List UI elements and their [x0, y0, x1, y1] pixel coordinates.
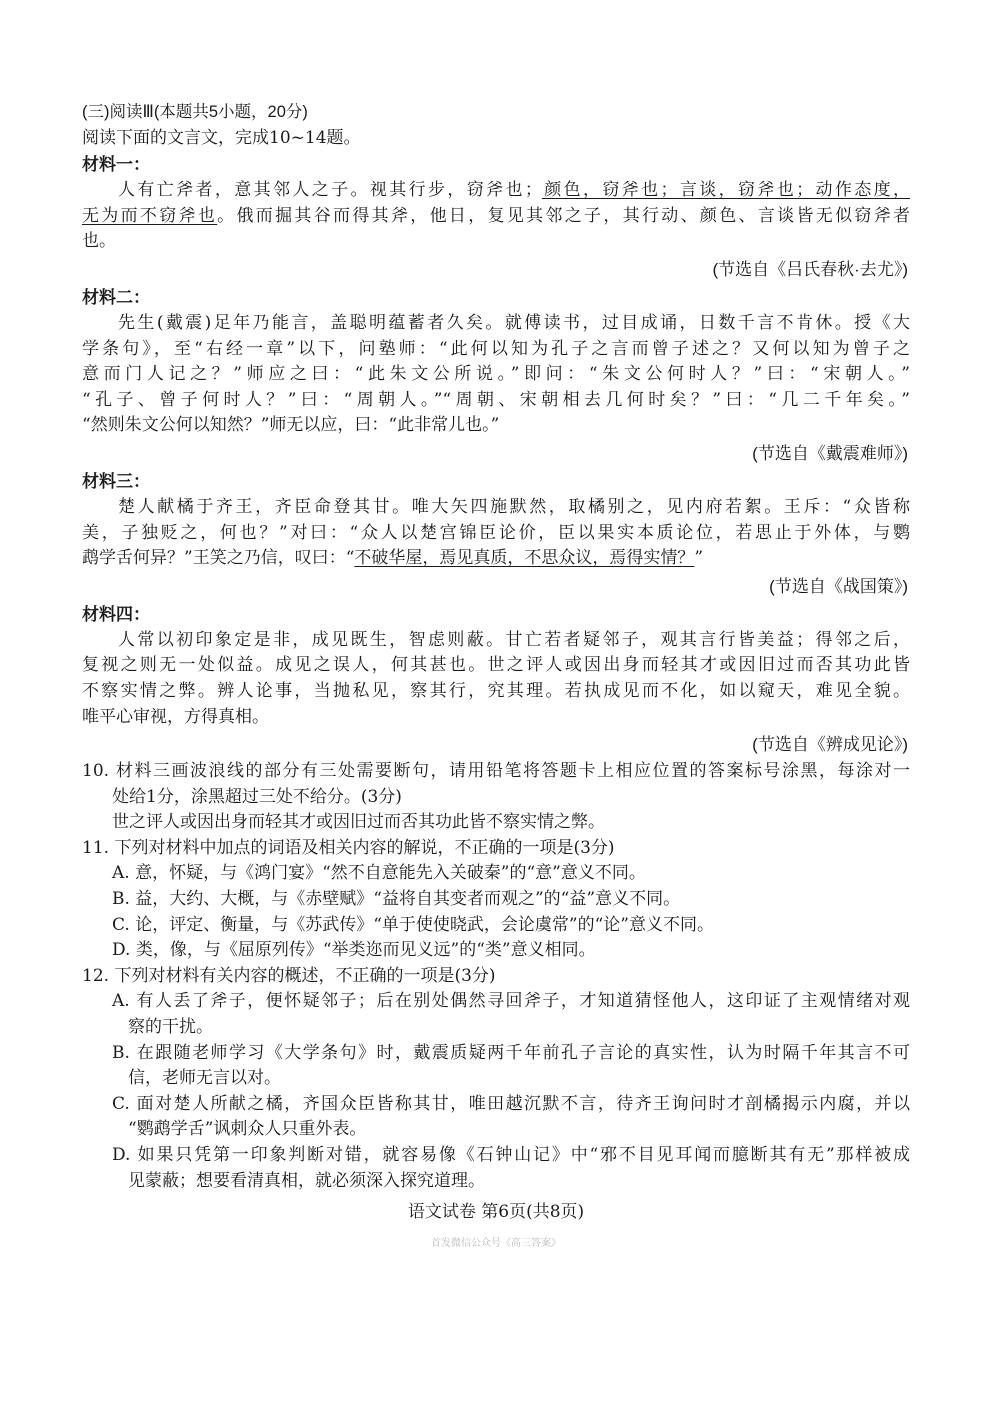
- question-stem: 10. 材料三画波浪线的部分有三处需要断句，请用铅笔将答题卡上相应位置的答案标号涂黑，每涂对一: [82, 761, 910, 782]
- question-stem: 处给1分，涂黑超过三处不给分。(3分): [112, 786, 402, 807]
- text-segment: 不察实情之弊。辨人论事，当抛私见，察其行，究其理。若执成见而不化，如以窥天，难见全貌。: [82, 680, 910, 701]
- option-text: 见蒙蔽；想要看清真相，就必须深入探究道理。: [128, 1170, 485, 1191]
- option-text: C. 面对楚人所献之橘，齐国众臣皆称其甘，唯田越沉默不言，待齐王询问时才剖橘揭示内腐，并以: [112, 1093, 910, 1114]
- material-label: 材料四：: [82, 604, 150, 624]
- text-segment: 先生(戴震)足年乃能言，盖聪明蕴蓄者久矣。就傅读书，过目成诵，日数千言不肯休。授《大: [118, 312, 910, 333]
- option-B[interactable]: [82, 887, 910, 913]
- material-label: 材料三：: [82, 471, 150, 491]
- option-C[interactable]: [82, 913, 910, 939]
- paragraph-line: [82, 178, 910, 204]
- text-segment: 意而门人记之？”师应之曰：“此朱文公所说。”即问：“朱文公何时人？”曰：“宋朝人。”: [82, 364, 910, 385]
- materials: [82, 151, 910, 759]
- text-segment: “然则朱文公何以知然？”师无以应，曰：“此非常儿也。”: [82, 415, 500, 436]
- material-label: 材料一：: [82, 155, 150, 175]
- text-segment: ”: [694, 548, 704, 569]
- exam-page: [82, 100, 910, 1252]
- watermark: 首发微信公众号《高三答案》: [431, 1238, 561, 1250]
- material-1: [82, 151, 910, 284]
- underlined-text: 无为而不窃斧也: [82, 205, 218, 226]
- underlined-text: 颜色，窃斧也；言谈，窃斧也；动作态度，: [541, 180, 910, 201]
- option-text: 信，老师无言以对。: [128, 1068, 281, 1089]
- paragraph-line: [82, 705, 910, 731]
- question-12: [82, 964, 910, 1194]
- text-segment: 人常以初印象定是非，成见既生，智虑则蔽。甘亡若者疑邻子，观其言行皆美益；得邻之后，: [118, 629, 910, 650]
- paragraph-line: [82, 628, 910, 654]
- text-segment: 唯平心审视，方得真相。: [82, 706, 269, 727]
- option-D[interactable]: [82, 938, 910, 964]
- text-segment: 。俄而掘其谷而得其斧，他日，复见其邻之子，其行动、颜色、言谈皆无似窃斧者: [217, 205, 911, 226]
- option-B[interactable]: [82, 1041, 910, 1092]
- option-text: “鹦鹉学舌”讽刺众人只重外表。: [128, 1119, 367, 1140]
- paragraph-line: [82, 337, 910, 363]
- text-segment: 人有亡斧者，意其邻人之子。视其行步，窃斧也；: [118, 180, 542, 201]
- option-C[interactable]: [82, 1092, 910, 1143]
- text-segment: 美，子独贬之，何也？”对曰：“众人以楚宫锦臣论价，臣以果实本质论位，若思止于外体，与鹦: [82, 522, 910, 543]
- question-sentence: 世之评人或因出身而轻其才或因旧过而否其功此皆不察实情之弊。: [112, 812, 605, 833]
- source-citation: (节选自《吕氏春秋·去尤》): [712, 259, 908, 279]
- source-citation: (节选自《辨成见论》): [752, 735, 908, 755]
- source-citation: (节选自《战国策》): [769, 576, 908, 596]
- option-D[interactable]: [82, 1143, 910, 1194]
- text-segment: 复视之则无一处似益。成见之误人，何其甚也。世之评人或因出身而轻其才或因旧过而否其功此皆: [82, 655, 910, 676]
- option-text: A. 有人丢了斧子，便怀疑邻子；后在别处偶然寻回斧子，才知道猜怪他人，这印证了主观情绪对观: [112, 991, 910, 1012]
- option-text: B. 在跟随老师学习《大学条句》时，戴震质疑两千年前孔子言论的真实性，认为时隔千年其言不可: [112, 1042, 910, 1063]
- paragraph-line: [82, 311, 910, 337]
- paragraph-line: [82, 413, 910, 439]
- option-A[interactable]: [82, 861, 910, 887]
- underlined-text: 不破华屋，焉见真质，不思众议，焉得实情？: [354, 548, 695, 569]
- paragraph-line: [82, 388, 910, 414]
- paragraph-line: [82, 362, 910, 388]
- paragraph-line: [82, 204, 910, 230]
- paragraph-line: [82, 653, 910, 679]
- option-text: B. 益，大约、大概，与《赤壁赋》“益将自其变者而观之”的“益”意义不同。: [112, 889, 681, 910]
- material-4: [82, 601, 910, 759]
- option-text: D. 如果只凭第一印象判断对错，就容易像《石钟山记》中“邪不目见耳闻而臆断其有无”那样被成: [112, 1145, 910, 1165]
- text-segment: 学条句》，至“右经一章”以下，问塾师：“此何以知为孔子之言而曾子述之？又何以知为曾子之: [82, 338, 910, 359]
- option-text: 察的干扰。: [128, 1017, 213, 1038]
- paragraph-line: [82, 229, 910, 255]
- page-footer: 语文试卷 第6页(共8页): [407, 1202, 585, 1223]
- question-stem: 12. 下列对材料有关内容的概述，不正确的一项是(3分): [82, 965, 496, 986]
- text-segment: 鹉学舌何异？”王笑之乃信，叹曰：“: [82, 548, 355, 569]
- material-3: [82, 468, 910, 601]
- source-citation: (节选自《戴震难师》): [752, 443, 908, 463]
- paragraph-line: [82, 546, 910, 572]
- paragraph-line: [82, 521, 910, 547]
- questions: [82, 759, 910, 1194]
- question-11: [82, 836, 910, 964]
- question-stem: 11. 下列对材料中加点的词语及相关内容的解说，不正确的一项是(3分): [82, 837, 615, 858]
- text-segment: “孔子、曾子何时人？”曰：“周朝人。”“周朝、宋朝相去几何时矣？”曰：“几二千年矣。”: [82, 389, 910, 410]
- option-text: A. 意，怀疑，与《鸿门宴》“然不自意能先入关破秦”的“意”意义不同。: [112, 863, 646, 884]
- paragraph-line: [82, 495, 910, 521]
- option-text: D. 类，像，与《屈原列传》“举类迩而见义远”的“类”意义相同。: [112, 940, 596, 961]
- option-A[interactable]: [82, 989, 910, 1040]
- material-label: 材料二：: [82, 287, 150, 307]
- text-segment: 楚人献橘于齐王，齐臣命登其甘。唯大矢四施默然，取橘别之，见内府若絮。王斥：“众皆称: [118, 496, 910, 517]
- option-text: C. 论，评定、衡量，与《苏武传》“单于使使晓武，会论虞常”的“论”意义不同。: [112, 914, 714, 935]
- section-title: (三)阅读Ⅲ(本题共5小题，20分): [82, 103, 308, 121]
- instruction: 阅读下面的文言文，完成10~14题。: [82, 127, 361, 148]
- paragraph-line: [82, 679, 910, 705]
- text-segment: 也。: [82, 231, 116, 252]
- material-2: [82, 284, 910, 468]
- question-10: [82, 759, 910, 836]
